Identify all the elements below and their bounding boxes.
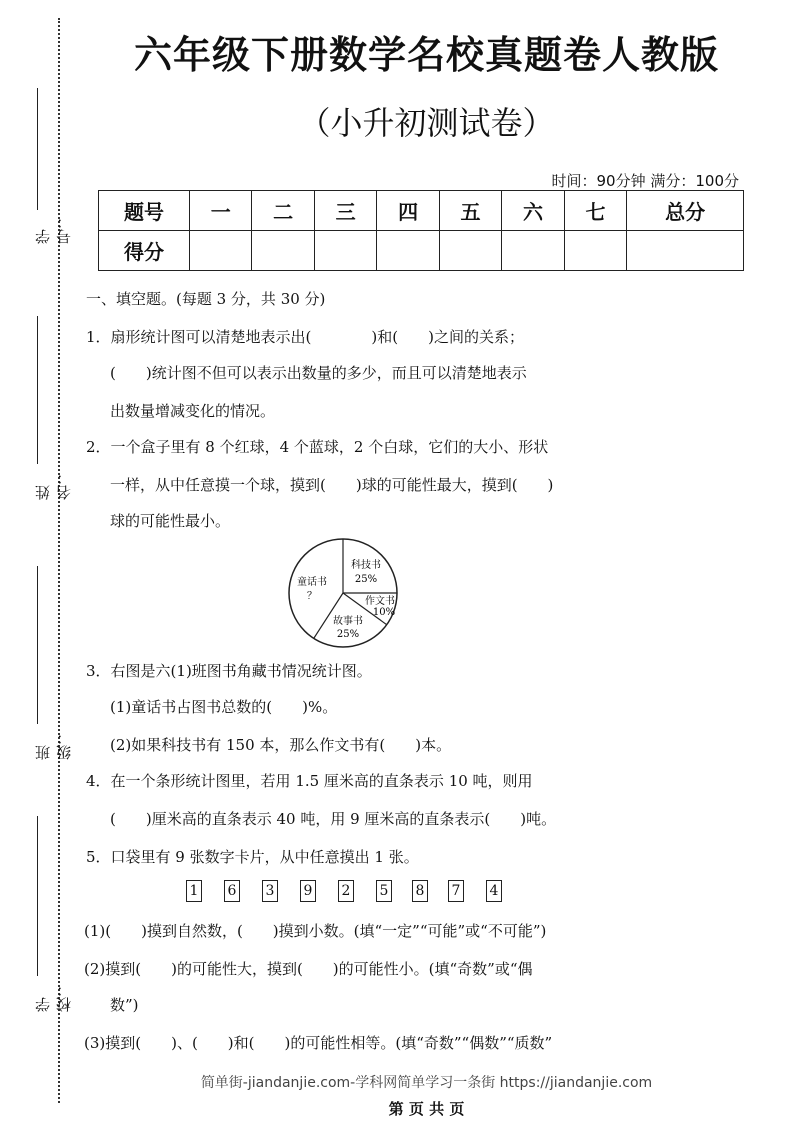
book-pie-chart bbox=[284, 538, 404, 650]
q5-sub1: (1)( )摸到自然数，( )摸到小数。(填“一定”“可能”或“不可能”) bbox=[84, 922, 547, 940]
header-cell-4: 四 bbox=[377, 191, 439, 231]
score-cell[interactable] bbox=[314, 231, 376, 271]
score-cell[interactable] bbox=[564, 231, 626, 271]
number-card: 2 bbox=[338, 880, 354, 902]
q3-line1: 3．右图是六(1)班图书角藏书情况统计图。 bbox=[86, 662, 372, 680]
slice-value-science: 25% bbox=[354, 574, 378, 585]
score-table-score-row bbox=[99, 231, 744, 271]
q1-line1: 1．扇形统计图可以清楚地表示出( )和( )之间的关系； bbox=[86, 328, 524, 346]
score-cell[interactable] bbox=[439, 231, 501, 271]
slice-label-story: 故事书 bbox=[333, 616, 363, 627]
header-cell-2: 二 bbox=[252, 191, 314, 231]
header-cell-1: 一 bbox=[190, 191, 252, 231]
student-id-label: 学号： bbox=[34, 214, 73, 244]
q3-line2: (1)童话书占图书总数的( )%。 bbox=[110, 698, 338, 716]
q2-line1: 2．一个盒子里有 8 个红球，4 个蓝球，2 个白球，它们的大小、形状 bbox=[86, 438, 549, 456]
number-card: 1 bbox=[186, 880, 202, 902]
school-line bbox=[37, 816, 38, 976]
header-cell-total: 总分 bbox=[627, 191, 744, 231]
q4-line1: 4．在一个条形统计图里，若用 1.5 厘米高的直条表示 10 吨，则用 bbox=[86, 772, 533, 790]
score-cell[interactable] bbox=[190, 231, 252, 271]
slice-label-fairy-tale: 童话书 bbox=[297, 577, 327, 588]
score-cell[interactable] bbox=[377, 231, 439, 271]
header-cell-question-no: 题号 bbox=[99, 191, 190, 231]
number-card: 3 bbox=[262, 880, 278, 902]
score-cell[interactable] bbox=[627, 231, 744, 271]
q4-line2: ( )厘米高的直条表示 40 吨，用 9 厘米高的直条表示( )吨。 bbox=[110, 810, 557, 828]
footer-watermark: 简单街-jiandanjie.com-学科网简单学习一条街 https://jiandanjie.com bbox=[200, 1075, 653, 1091]
slice-value-fairy-tale: ？ bbox=[307, 591, 317, 602]
binding-dotted-line bbox=[58, 18, 60, 1103]
school-label: 学校： bbox=[34, 982, 73, 1012]
slice-value-composition: 10% bbox=[372, 607, 396, 618]
q2-line2: 一样，从中任意摸一个球，摸到( )球的可能性最大，摸到( ) bbox=[110, 476, 554, 494]
header-cell-7: 七 bbox=[564, 191, 626, 231]
header-cell-5: 五 bbox=[439, 191, 501, 231]
student-id-line bbox=[37, 88, 38, 210]
q5-sub3: (3)摸到( )、( )和( )的可能性相等。(填“奇数”“偶数”“质数” bbox=[84, 1034, 553, 1052]
slice-label-science: 科技书 bbox=[351, 560, 381, 571]
section-1-heading: 一、填空题。(每题 3 分，共 30 分) bbox=[86, 290, 326, 308]
q5-line1: 5．口袋里有 9 张数字卡片，从中任意摸出 1 张。 bbox=[86, 848, 419, 866]
q2-line3: 球的可能性最小。 bbox=[110, 512, 231, 530]
slice-label-composition: 作文书 bbox=[365, 596, 395, 607]
header-cell-6: 六 bbox=[502, 191, 564, 231]
q3-line3: (2)如果科技书有 150 本，那么作文书有( )本。 bbox=[110, 736, 452, 754]
q5-sub2-line1: (2)摸到( )的可能性大，摸到( )的可能性小。(填“奇数”或“偶 bbox=[84, 960, 533, 978]
q1-line3: 出数量增减变化的情况。 bbox=[110, 402, 276, 420]
number-card: 7 bbox=[448, 880, 464, 902]
page-number: 第 页 共 页 bbox=[388, 1100, 465, 1118]
page-title: 六年级下册数学名校真题卷人教版 bbox=[133, 33, 719, 77]
class-line bbox=[37, 566, 38, 724]
class-label: 班级： bbox=[34, 730, 73, 760]
score-row-label: 得分 bbox=[99, 231, 190, 271]
score-table-header-row bbox=[99, 191, 744, 231]
number-card: 9 bbox=[300, 880, 316, 902]
number-card: 6 bbox=[224, 880, 240, 902]
time-score-info: 时间：90分钟 满分：100分 bbox=[551, 172, 739, 190]
name-label: 姓名： bbox=[34, 470, 73, 500]
slice-value-story: 25% bbox=[336, 629, 360, 640]
header-cell-3: 三 bbox=[314, 191, 376, 231]
name-line bbox=[37, 316, 38, 464]
q5-sub2-line2: 数”) bbox=[110, 996, 139, 1014]
number-card: 8 bbox=[412, 880, 428, 902]
q1-line2: ( )统计图不但可以表示出数量的多少，而且可以清楚地表示 bbox=[110, 364, 527, 382]
page-subtitle: （小升初测试卷） bbox=[298, 104, 555, 142]
score-cell[interactable] bbox=[502, 231, 564, 271]
number-card: 4 bbox=[486, 880, 502, 902]
number-card: 5 bbox=[376, 880, 392, 902]
score-table bbox=[98, 190, 744, 271]
score-cell[interactable] bbox=[252, 231, 314, 271]
